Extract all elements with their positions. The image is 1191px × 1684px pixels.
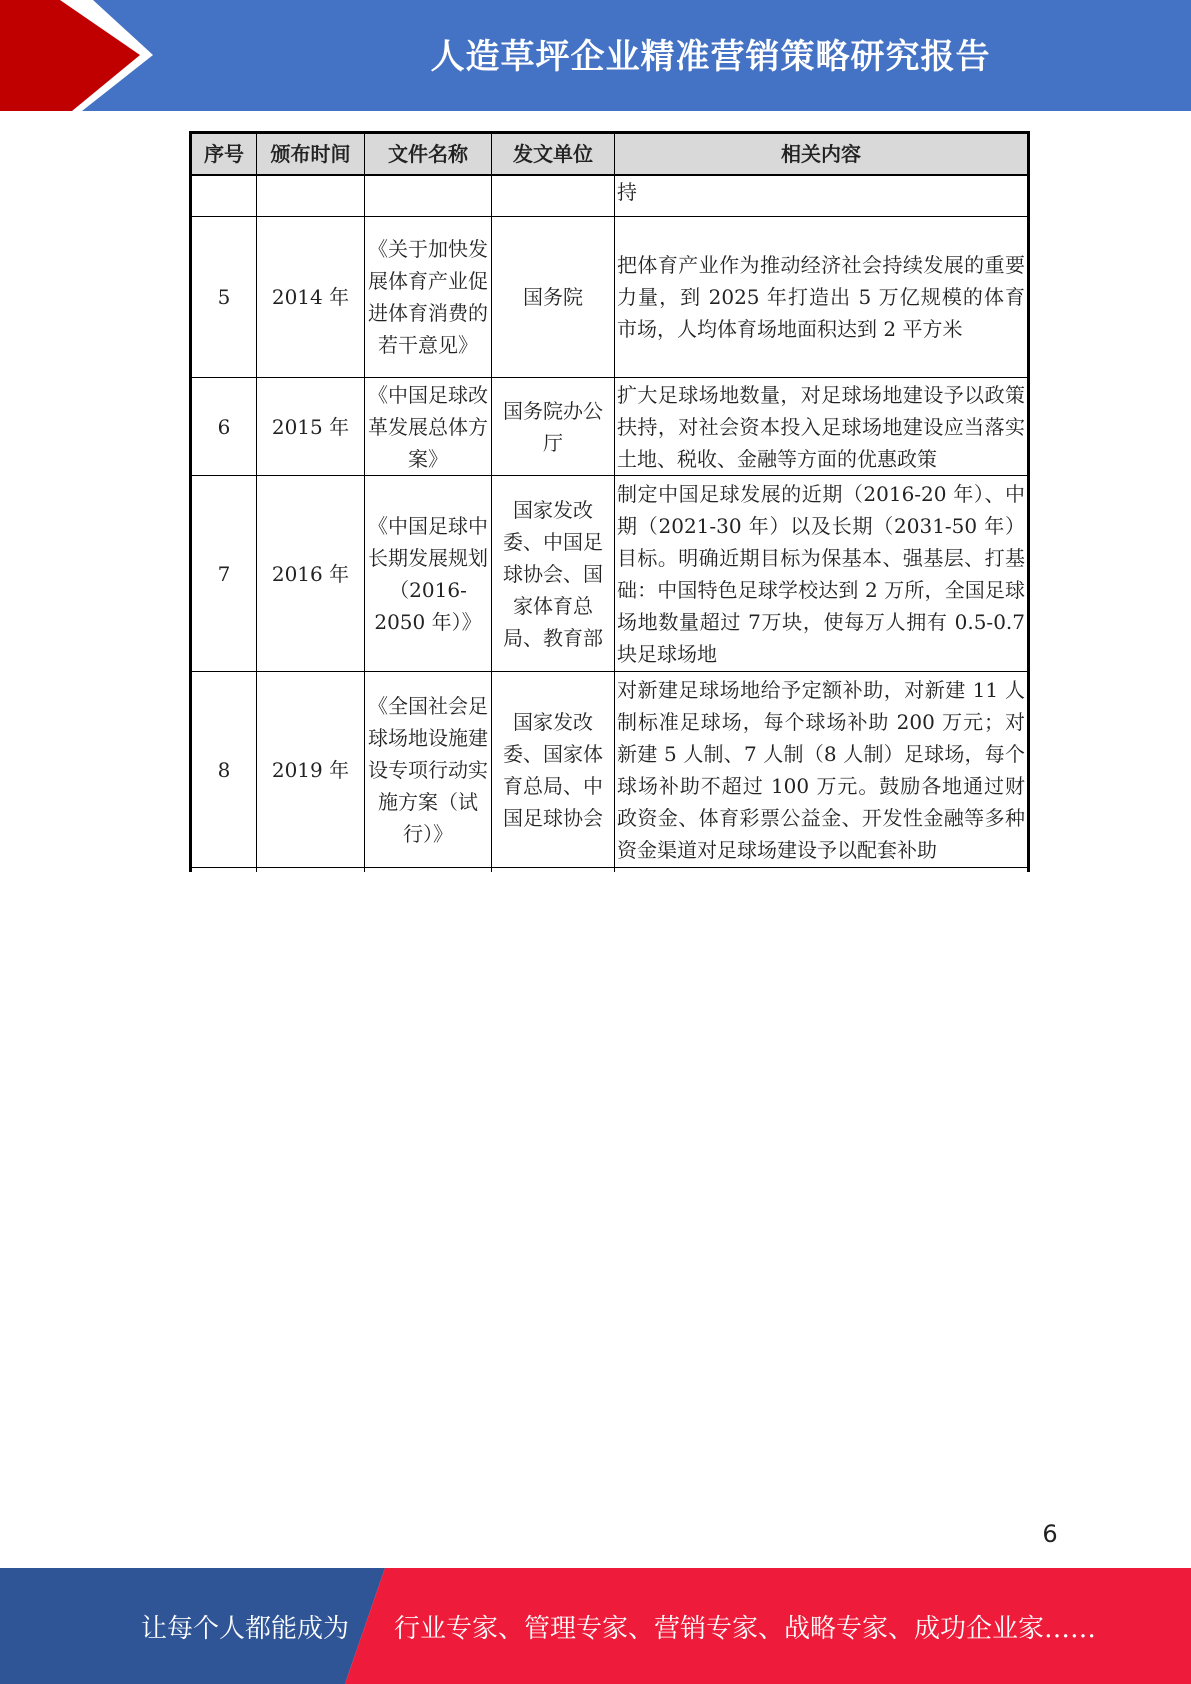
cell-year: 2016 年 <box>257 476 365 672</box>
cell-empty <box>257 175 365 217</box>
header-issuer: 发文单位 <box>492 133 615 176</box>
cell-content: 持 <box>615 175 1029 217</box>
cell-no: 5 <box>191 217 257 378</box>
report-footer <box>0 1568 1191 1684</box>
cell-issuer: 国家发改委、国家体育总局、中国足球协会 <box>492 672 615 868</box>
table-row-continued <box>191 175 1029 217</box>
cell-issuer: 国务院 <box>492 217 615 378</box>
cell-year: 2014 年 <box>257 217 365 378</box>
policy-table-container <box>189 131 1027 872</box>
cell-document: 《中国足球中长期发展规划（2016-2050 年）》 <box>365 476 492 672</box>
table-row <box>191 476 1029 672</box>
header-year: 颁布时间 <box>257 133 365 176</box>
cell-empty <box>365 175 492 217</box>
cell-content: 对新建足球场地给予定额补助，对新建 11 人制标准足球场，每个球场补助 200 万元；对新建 5 人制、7 人制（8 人制）足球场，每个球场补助不超过 100 万元。鼓励各地通过财政资金、体育彩票公益金、开发性金融等多种资金渠道对足球场建设予以配套补助 <box>615 672 1029 868</box>
table-row <box>191 217 1029 378</box>
cell-document: 《全国社会足球场地设施建设专项行动实施方案（试行）》 <box>365 672 492 868</box>
header-chevron-icon <box>0 0 160 111</box>
cell-no: 6 <box>191 378 257 476</box>
cell-year: 2019 年 <box>257 672 365 868</box>
table-row-cut <box>191 868 1029 873</box>
cell-content: 制定中国足球发展的近期（2016-20 年）、中期（2021-30 年）以及长期（2031-50 年）目标。明确近期目标为保基本、强基层、打基础：中国特色足球学校达到 2 万所，全国足球场地数量超过 7万块，使每万人拥有 0.5-0.7 块足球场地 <box>615 476 1029 672</box>
cell-content: 扩大足球场地数量，对足球场地建设予以政策扶持，对社会资本投入足球场地建设应当落实土地、税收、金融等方面的优惠政策 <box>615 378 1029 476</box>
report-title: 人造草坪企业精准营销策略研究报告 <box>430 36 991 77</box>
table-row <box>191 378 1029 476</box>
cell-document: 《关于加快发展体育产业促进体育消费的若干意见》 <box>365 217 492 378</box>
page-number: 6 <box>1042 1520 1058 1548</box>
cell-issuer: 国务院办公厅 <box>492 378 615 476</box>
cell-empty <box>492 175 615 217</box>
report-header <box>0 0 1191 111</box>
cell-document: 《中国足球改革发展总体方案》 <box>365 378 492 476</box>
cell-empty <box>365 868 492 873</box>
table-header-row <box>191 133 1029 176</box>
cell-year: 2015 年 <box>257 378 365 476</box>
footer-slogan-left: 让每个人都能成为 <box>140 1613 349 1644</box>
footer-slogan-right: 行业专家、管理专家、营销专家、战略专家、成功企业家…… <box>393 1613 1096 1644</box>
policy-table <box>189 131 1030 872</box>
cell-empty <box>615 868 1029 873</box>
table-row <box>191 672 1029 868</box>
cell-empty <box>191 868 257 873</box>
cell-empty <box>492 868 615 873</box>
cell-no: 7 <box>191 476 257 672</box>
header-document: 文件名称 <box>365 133 492 176</box>
cell-issuer: 国家发改委、中国足球协会、国家体育总局、教育部 <box>492 476 615 672</box>
cell-no: 8 <box>191 672 257 868</box>
header-no: 序号 <box>191 133 257 176</box>
cell-content: 把体育产业作为推动经济社会持续发展的重要力量，到 2025 年打造出 5 万亿规模的体育市场，人均体育场地面积达到 2 平方米 <box>615 217 1029 378</box>
header-content: 相关内容 <box>615 133 1029 176</box>
cell-empty <box>257 868 365 873</box>
cell-empty <box>191 175 257 217</box>
